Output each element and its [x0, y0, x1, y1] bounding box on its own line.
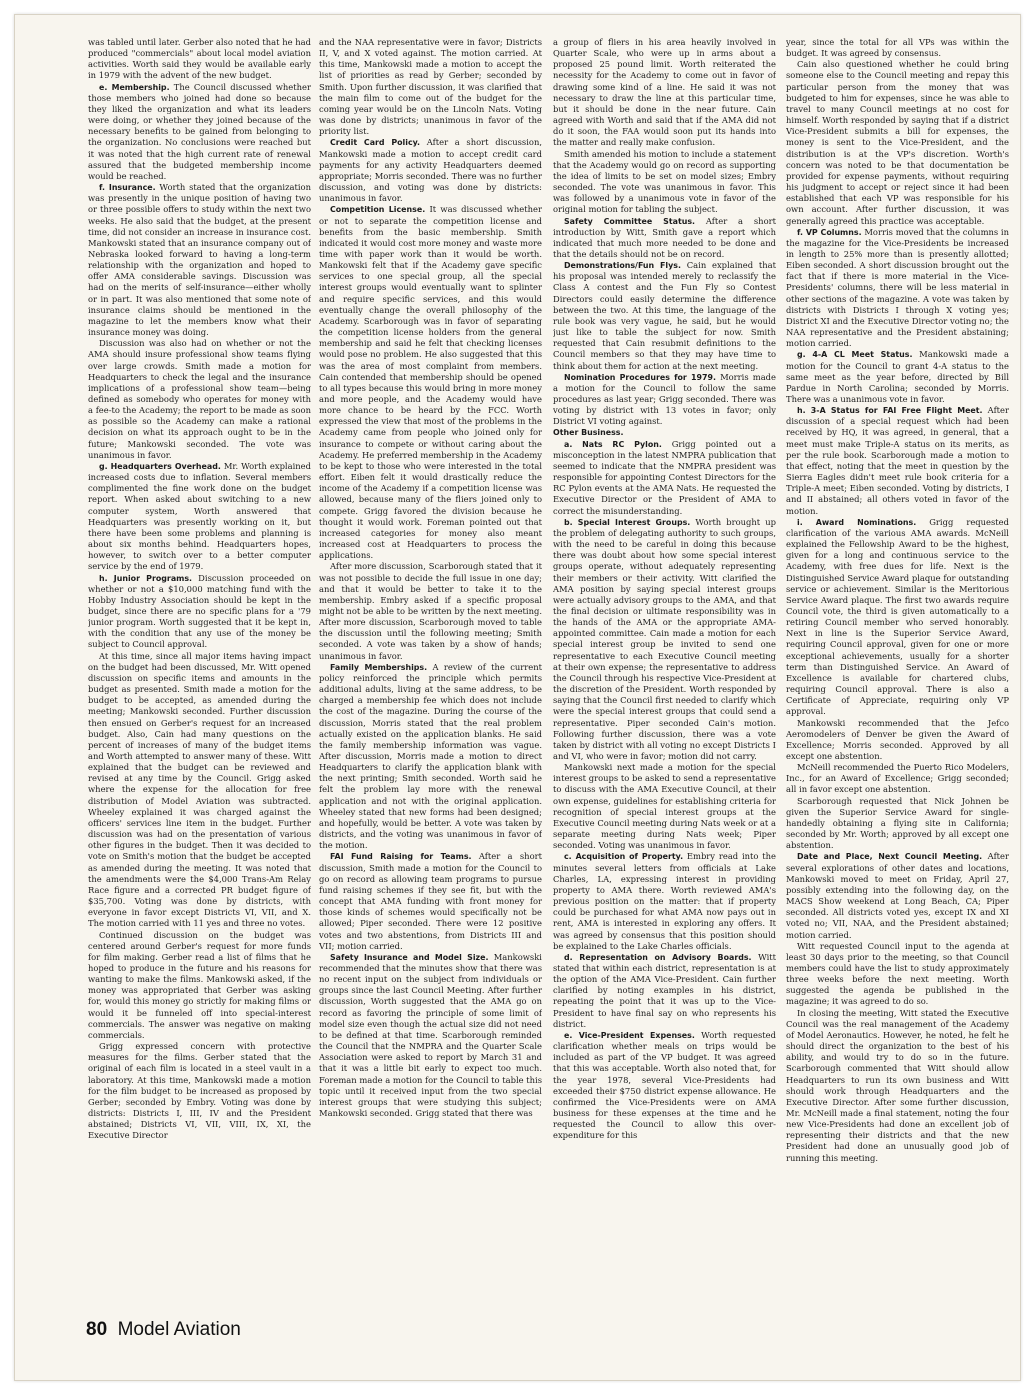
paragraph-text: Continued discussion on the budget was centered around Gerber's request for more funds for film making. Gerber read a list of films that he hoped to produce in the future and his reasons for wanting to make the films. Mankowski asked, if the money was appropriated that Gerber was asking for, would this money go strictly for making films or would it be funneled off into special-interest commercials. The answer was negative on making commercials. — [88, 929, 311, 1040]
paragraph-text: After a short discussion, Mankowski made a motion to accept credit card payments for any activity Headquarters deemed appropriate; Morris seconded. There was no further discussion, and voting was done by districts: unanimous in favor. — [319, 137, 542, 204]
body-paragraph — [786, 941, 1009, 1008]
body-paragraph — [786, 718, 1009, 763]
section-paragraph — [786, 517, 1009, 718]
body-paragraph — [88, 338, 311, 461]
section-paragraph — [786, 227, 1009, 350]
body-paragraph — [319, 37, 542, 137]
paragraph-text: Mankowski next made a motion for the special interest groups to be asked to send a representative to discuss with the AMA Executive Council, at their own expense, guidelines for establishing criteria for recognition of special interest groups at the Executive Council meeting during Nats week or at a separate meeting during Nats week; Piper seconded. Voting was unanimous in favor. — [553, 762, 776, 851]
section-heading: e. Membership. — [99, 82, 170, 92]
paragraph-text: At this time, since all major items having impact on the budget had been discussed, Mr. Witt opened discussion on specific items and amounts in the budget as presented. Smith made a motion for the budget to be accepted, as amended during the meeting; Mankowski seconded. Further discussion then ensued on Gerber's request for an increased budget. Also, Cain had many questions on the percent of increases of many of the budget items and Worth attempted to answer many of these. Witt explained that the budget can be reviewed and revised at any time by the Council. Grigg asked where the expense for the allocation for free distribution of Model Aviation was subtracted. Wheeley explained it was charged against the officers' services line item in the budget. Further discussion was had on the presentation of various other figures in the budget. Then it was decided to vote on Smith's motion that the budget be accepted as amended during the meeting. It was noted that the amendments were the $4,000 Trans-Am Relay Race figure and a corrected PR budget figure of $35,700. Voting was done by districts, with everyone in favor except Districts VI, VII, and X. The motion carried with 11 yes and three no votes. — [88, 650, 311, 929]
section-paragraph — [88, 182, 311, 338]
section-paragraph — [786, 851, 1009, 940]
section-paragraph — [786, 405, 1009, 517]
section-paragraph — [319, 851, 542, 951]
page-number: 80 — [86, 1319, 108, 1340]
paragraph-text: Morris made a motion for the Council to follow the same procedures as last year; Grigg seconded. There was voting by district with 13 votes in favor; only District VI voting against. — [553, 371, 776, 427]
section-heading: c. Acquisition of Property. — [564, 852, 684, 862]
body-paragraph — [786, 59, 1009, 226]
section-heading: g. 4-A CL Meet Status. — [797, 350, 913, 360]
text-column-1 — [88, 37, 311, 1307]
paragraph-text: A review of the current policy reinforced the principle which permits additional adults, living at the same address, to be charged a membership fee which does not include the cost of the magazine. During the course of the discussion, Morris stated that the real problem actually existed on the application blanks. He said the family membership information was vague. After discussion, Morris made a motion to direct Headquarters to clarify the application blank with the next printing; Smith seconded. Worth said he felt the problem lay more with the renewal application and not with the original application. Wheeley stated that new forms had been designed; and hopefully, would be better. A vote was taken by districts, and the voting was unanimous in favor of the motion. — [319, 661, 542, 851]
paragraph-text: a group of fliers in his area heavily involved in Quarter Scale, who were up in arms about a proposed 25 pound limit. Worth reiterated the necessity for the Academy to come out in favor of drawing some kind of a line. He said it was not necessary to draw the line at this particular time, but it should be done in the near future. Cain agreed with Worth and said that if the AMA did not do it soon, the FAA would soon put its hands into the matter and really make confusion. — [553, 37, 776, 148]
paragraph-text: Cain also questioned whether he could bring someone else to the Council meeting and repay this particular person from the money that was budgeted to him for expenses, since he was able to travel to many Council meetings at no cost for himself. Worth responded by saying that if a district Vice-President submits a bill for expenses, the money is sent to the Vice-President, and the distribution is at the VP's discretion. Worth's concern was noted to be that documentation be provided for expense payments, without requiring his judgment to accept or reject since it had been established that each VP was responsible for his own account. After further discussion, it was generally agreed this practice was acceptable. — [786, 59, 1009, 226]
section-heading: a. Nats RC Pylon. — [564, 439, 662, 449]
paragraph-text: After more discussion, Scarborough stated that it was not possible to decide the full issue in one day; and that it would be better to take it to the membership. Embry asked if a specific proposal might not be able to be written by the next meeting. After more discussion, Scarborough moved to table the discussion until the following meeting; Smith seconded. A vote was taken by a show of hands; unanimous in favor. — [319, 561, 542, 661]
body-paragraph — [786, 796, 1009, 852]
body-paragraph — [88, 37, 311, 82]
section-paragraph — [319, 204, 542, 561]
paragraph-text: Morris moved that the columns in the magazine for the Vice-Presidents be increased in length to 25% more than is presently allotted; Eiben seconded. A short discussion brought out the fact that if there is more material in the Vice-Presidents' columns, there will be less material in other sections of the magazine. A vote was taken by districts with Districts I through X voting yes; District XI and the Executive Director voting no; the NAA representative and the President abstaining; motion carried. — [786, 226, 1009, 349]
paragraph-text: Grigg requested clarification of the various AMA awards. McNeill explained the Fellowship Award to be the highest, given for a long and continuous service to the Academy, with free dues for life. Next is the Distinguished Service Award plaque for outstanding service or achievement. Similar is the Meritorious Service Award plaque. The first two awards require Council vote, the third is given automatically to a retiring Council member who served honorably. Next in line is the Superior Service Award, requiring Council approval, given for one or more exceptional achievements, usually for a shorter term than Distinguished Service. An Award of Excellence is available for chartered clubs, requiring Council approval. There is also a Certificate of Appreciate, requiring only VP approval. — [786, 516, 1009, 717]
section-paragraph — [88, 461, 311, 573]
body-paragraph — [786, 762, 1009, 795]
section-paragraph — [88, 82, 311, 182]
section-paragraph — [786, 349, 1009, 405]
paragraph-text: The Council discussed whether those members who joined had done so because they liked the organization and what its leaders were doing, or whether they joined because of the necessary benefits to be gained from belonging to the organization. No conclusions were reached but it was noted that the high current rate of renewal assured that the budgeted membership income would be reached. — [88, 81, 311, 181]
body-paragraph — [786, 1008, 1009, 1164]
section-paragraph — [319, 662, 542, 852]
paragraph-text: After a short introduction by Witt, Smith gave a report which indicated that much more needed to be done and that the details should not be on record. — [553, 215, 776, 259]
section-heading: Family Memberships. — [330, 662, 428, 672]
section-heading: e. Vice-President Expenses. — [564, 1030, 695, 1040]
section-heading: i. Award Nominations. — [797, 517, 917, 527]
paragraph-text: After several explorations of other dates and locations, Mankowski moved to meet on Friday, April 27, possibly extending into the following day, on the MACS Show weekend at Long Beach, CA; Piper seconded. All districts voted yes, except IX and XI voted no; VII, NAA, and the President abstained; motion carried. — [786, 851, 1009, 940]
body-paragraph — [319, 561, 542, 661]
section-paragraph — [553, 427, 776, 438]
magazine-title: Model Aviation — [117, 1319, 241, 1340]
paragraph-text: and the NAA representative were in favor; Districts II, V, and X voted against. The motion carried. At this time, Mankowski made a motion to accept the list of priorities as read by Gerber; seconded by Smith. Upon further discussion, it was clarified that the main film to come out of the budget for the coming year would be on the Lincoln Nats. Voting was done by districts; unanimous in favor of the priority list. — [319, 37, 542, 137]
paragraph-text: Mankowski recommended that the minutes show that there was no recent input on the subject from individuals or groups since the last Council Meeting. After further discussion, Worth suggested that the AMA go on record as favoring the principle of some limit of model size even though the actual size did not need to be defined at that time. Scarborough reminded the Council that the NMPRA and the Quarter Scale Association were asked to report by March 31 and that it was a little bit early to expect too much. Foreman made a motion for the Council to table this topic until it received input from the two special interest groups that were studying this subject; Mankowski seconded. Grigg stated that there was — [319, 951, 542, 1118]
section-heading: h. 3-A Status for FAI Free Flight Meet. — [797, 406, 983, 416]
paragraph-text: Embry read into the minutes several letters from officials at Lake Charles, LA, expressing interest in providing property to AMA there. Worth reviewed AMA's previous position on the matter: that if property could be purchased for what AMA now pays out in rent, AMA is interested in exploring any offers. It was agreed by consensus that this position should be explained to the Lake Charles officials. — [553, 851, 776, 951]
text-column-2 — [319, 37, 542, 1307]
section-paragraph — [553, 439, 776, 517]
paragraph-text: Worth stated that the organization was presently in the unique position of having two or three possible offers to study within the next two weeks. He also said that the budget, at the present time, did not consider an increase in insurance cost. Mankowski stated that an insurance company out of Nebraska looked forward to having a long-term relationship with the organization and hoped to offer AMA considerable savings. Discussion was had on the merits of self-insurance—either wholly or in part. It was also mentioned that some note of insurance claims should be mentioned in the magazine to let the members know what their insurance money was doing. — [88, 182, 311, 338]
paragraph-text: Smith amended his motion to include a statement that the Academy would go on record as supporting the idea of limits to be set on model sizes; Embry seconded. The vote was unanimous in favor. This was followed by a unanimous vote in favor of the original motion for tabling the subject. — [553, 148, 776, 215]
text-column-4 — [786, 37, 1009, 1307]
section-heading: Safety Insurance and Model Size. — [330, 952, 489, 962]
paragraph-text: Mankowski made a motion for the Council to grant 4-A status to the same meet as the year before, directed by Bill Pardue in North Carolina; seconded by Morris. There was a unanimous vote in favor. — [786, 349, 1009, 404]
section-paragraph — [553, 216, 776, 261]
paragraph-text: Grigg pointed out a misconception in the latest NMPRA publication that seemed to indicate that the NMPRA president was responsible for appointing Contest Directors for the RC Pylon events at the AMA Nats. He requested the Executive Director or the President of AMA to correct the misunderstanding. — [553, 438, 776, 516]
section-heading: b. Special Interest Groups. — [564, 517, 691, 527]
paragraph-text: Witt requested Council input to the agenda at least 30 days prior to the meeting, so that Council members could have the list to study approximately three weeks before the next meeting. Worth suggested the agenda be published in the magazine; it was agreed to do so. — [786, 940, 1009, 1007]
section-paragraph — [553, 517, 776, 762]
paragraph-text: After discussion of a special request which had been received by HQ, it was agreed, in general, that a meet must make Triple-A status on its merits, as per the rule book. Scarborough made a motion to that effect, noting that the meet in question by the Sierra Eagles didn't meet rule book criteria for a Triple-A meet; Eiben seconded. Voting by districts, I and II abstained; all others voted in favor of the motion. — [786, 405, 1009, 516]
section-heading: h. Junior Programs. — [99, 573, 193, 583]
page-footer — [86, 1319, 241, 1341]
body-paragraph — [553, 37, 776, 149]
section-paragraph — [553, 260, 776, 372]
body-paragraph — [88, 930, 311, 1042]
section-heading: d. Representation on Advisory Boards. — [564, 952, 752, 962]
paragraph-text: year, since the total for all VPs was within the budget. It was agreed by consensus. — [786, 37, 1009, 59]
paragraph-text: Cain explained that his proposal was intended merely to reclassify the Class A contest and the Fun Fly so Contest Directors could easily determine the difference between the two. At this time, the language of the rule book was very vague, he said, but he would just like to table the subject for now. Smith requested that Cain resubmit definitions to the Council members so that they may have time to think about them for action at the next meeting. — [553, 260, 776, 371]
paragraph-text: Grigg expressed concern with protective measures for the films. Gerber stated that the original of each film is located in a steel vault in a laboratory. At this time, Mankowski made a motion for the film budget to be increased as proposed by Gerber; seconded by Embry. Voting was done by districts: Districts I, III, IV and the President abstained; Districts VI, VII, VIII, IX, XI, the Executive Director — [88, 1041, 311, 1141]
paragraph-text: Worth brought up the problem of delegating authority to such groups, with the need to be careful in doing this because there was doubt about how some special interest groups operate, without adequately representing their members or their activity. Witt clarified the AMA position by saying special interest groups were actually advisory groups to the AMA, and that the final decision or ultimate responsibility was in the hands of the AMA or the appropriate AMA-appointed committee. Cain made a motion for each special interest group be invited to send one representative to each Executive Council meeting at their own expense; the representative to address the Council through his respective Vice-President at the discretion of the President. Worth responded by saying that the Council first needed to clarify which were the special interest groups that could send a representative. Piper seconded Cain's motion. Following further discussion, there was a vote taken by district with all voting no except Districts I and VI, who were in favor; motion did not carry. — [553, 516, 776, 761]
body-paragraph — [553, 149, 776, 216]
section-heading: Demonstrations/Fun Flys. — [564, 261, 681, 271]
section-heading: Date and Place, Next Council Meeting. — [797, 852, 983, 862]
section-paragraph — [553, 1030, 776, 1142]
section-heading: Safety Committee Status. — [564, 216, 696, 226]
section-paragraph — [553, 372, 776, 428]
section-heading: Nomination Procedures for 1979. — [564, 372, 716, 382]
body-paragraph — [88, 1041, 311, 1141]
paragraph-text: Discussion proceeded on whether or not a $10,000 matching fund with the Hobby Industry Association should be kept in the budget, since there are no specific plans for a '79 junior program. Worth suggested that it be kept in, with the condition that any use of the money be subject to Council approval. — [88, 572, 311, 650]
section-heading: FAI Fund Raising for Teams. — [330, 852, 472, 862]
paragraph-text: Worth requested clarification whether meals on trips would be included as part of the VP budget. It was agreed that this was acceptable. Worth also noted that, for the year 1978, several Vice-Presidents had exceeded their $750 district expense allowance. He confirmed the Vice-Presidents were on AMA business for these expenses at the time and he requested the Council to allow this over-expenditure for this — [553, 1029, 776, 1141]
section-heading: g. Headquarters Overhead. — [99, 461, 221, 471]
paragraph-text: McNeill recommended the Puerto Rico Modelers, Inc., for an Award of Excellence; Grigg seconded; all in favor except one abstention. — [786, 762, 1009, 795]
section-heading: Credit Card Policy. — [330, 138, 421, 148]
paragraph-text: Mr. Worth explained increased costs due to inflation. Several members complimented the fine work done on the budget report. When asked about switching to a new computer system, Worth answered that Headquarters was presently working on it, but there have been some problems and planning is about six months behind. Headquarters hopes, however, to switch over to a better computer service by the end of 1979. — [88, 460, 311, 572]
magazine-page — [14, 14, 1021, 1381]
section-paragraph — [319, 137, 542, 204]
section-paragraph — [553, 952, 776, 1030]
paragraph-text: Discussion was also had on whether or not the AMA should insure professional show teams flying over large crowds. Smith made a motion for Headquarters to check the legal and the insurance implications of a professional show team—being defined as somebody who operates for money with a fee-to the Academy; the report to be made as soon as possible so the Academy can make a rational decision on what its approach ought to be in the future; Mankowski seconded. The vote was unanimous in favor. — [88, 338, 311, 460]
paragraph-text: Scarborough requested that Nick Johnen be given the Superior Service Award for single-handedly obtaining a flying site in California; seconded by Mr. Worth; approved by all except one abstention. — [786, 795, 1009, 851]
paragraph-text: It was discussed whether or not to separate the competition license and benefits from the basic membership. Smith indicated it would cost more money and waste more time with paper work than it would be worth. Mankowski felt that if the Academy gave specific services to one special group, all the special interest groups would eventually want to splinter and require specific services, and this would eventually change the overall philosophy of the Academy. Scarborough was in favor of separating the competition license holders from the general membership and said he felt that checking licenses would pose no problem. He also suggested that this was the area of most complaint from members. Cain contended that membership should be opened to all types because this would bring in more money and more people, and the Academy would have more chance to be heard by the FCC. Worth expressed the view that most of the problems in the Academy came from people who joined only for insurance to compete or without caring about the Academy. He preferred membership in the Academy to be kept to those who were interested in the total effort. Eiben felt it would drastically reduce the income of the Academy if a competition license was allowed, because many of the fliers joined only to compete. Grigg favored the division because he thought it would work. Foreman pointed out that increased categories for money also meant increased cost at Headquarters to process the applications. — [319, 204, 542, 561]
section-heading: f. Insurance. — [99, 183, 156, 193]
body-paragraph — [88, 651, 311, 930]
section-heading: Competition License. — [330, 205, 426, 215]
paragraph-text: was tabled until later. Gerber also noted that he had produced "commercials" about local model aviation activities. Worth said they would be available early in 1979 with the advent of the new budget. — [88, 37, 311, 81]
section-heading: f. VP Columns. — [797, 227, 862, 237]
paragraph-text: After a short discussion, Smith made a motion for the Council to go on record as allowing team programs to pursue fund raising schemes if they see fit, but with the concept that AMA funding with front money for those kinds of schemes would specifically not be allowed; Piper seconded. There were 12 positive votes and two abstentions, from Districts III and VII; motion carried. — [319, 851, 542, 951]
paragraph-text: In closing the meeting, Witt stated the Executive Council was the real management of the Academy of Model Aeronautics. However, he noted, he felt he should direct the organization to the best of his ability, and would try to do so in the future. Scarborough commented that Witt should allow Headquarters to run its own business and Witt should work through Headquarters and the Executive Director. After some further discussion, Mr. McNeill made a final statement, noting the four new Vice-Presidents had done an excellent job of representing their districts and that the new President had done an unusually good job of running this meeting. — [786, 1007, 1009, 1163]
section-paragraph — [319, 952, 542, 1119]
paragraph-text: Mankowski recommended that the Jefco Aeromodelers of Denver be given the Award of Excellence; Morris seconded. Approved by all except one abstention. — [786, 717, 1009, 761]
body-paragraph — [553, 762, 776, 851]
paragraph-text: Witt stated that within each district, representation is at the option of the AMA Vice-President. Cain further clarified by noting examples in his district, repeating the point that it was up to the Vice-President to have final say on who represents his district. — [553, 951, 776, 1029]
text-column-3 — [553, 37, 776, 1307]
section-heading: Other Business. — [553, 428, 624, 438]
section-paragraph — [88, 573, 311, 651]
section-paragraph — [553, 851, 776, 951]
body-paragraph — [786, 37, 1009, 59]
